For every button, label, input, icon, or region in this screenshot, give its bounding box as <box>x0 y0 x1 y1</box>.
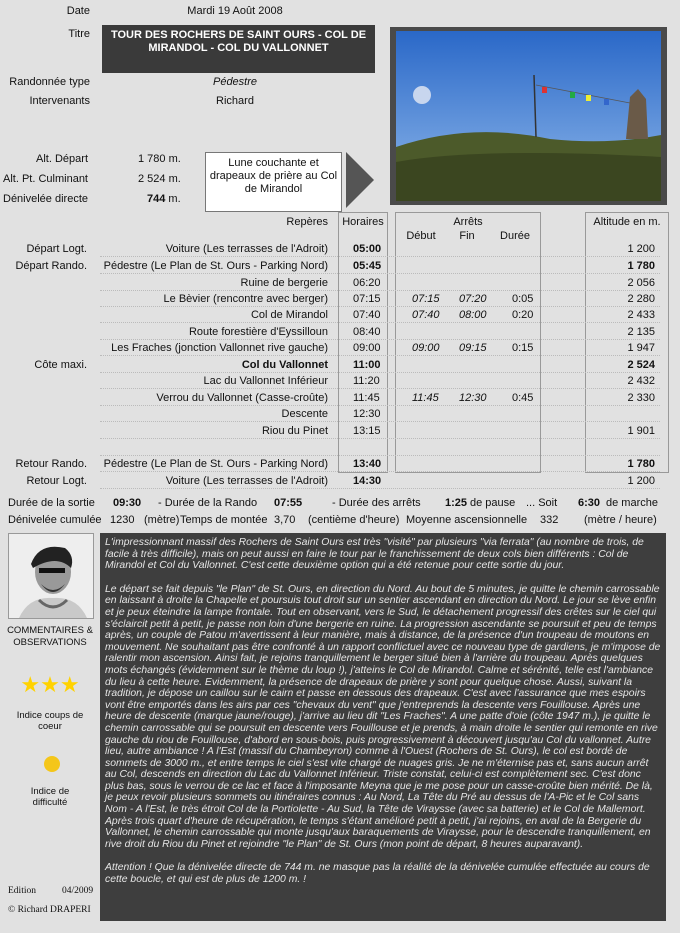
row-place: Les Fraches (jonction Vallonnet rive gauche) <box>111 342 328 354</box>
heart-rating-stars: ★★★ <box>20 672 80 697</box>
hike-title: TOUR DES ROCHERS DE SAINT OURS - COL DE MIRANDOL - COL DU VALLONNET <box>102 25 375 73</box>
col-altitude: Altitude en m. <box>593 216 661 228</box>
row-duree: 0:45 <box>512 392 534 404</box>
table-row <box>0 423 680 439</box>
table-row <box>0 473 680 489</box>
duree-rando-label: - Durée de la Rando <box>158 497 258 509</box>
table-row <box>0 440 680 456</box>
row-debut: 09:00 <box>412 342 440 354</box>
summit-photo <box>390 27 667 205</box>
temps-montee-label: Temps de montée <box>180 514 268 526</box>
date-value: Mardi 19 Août 2008 <box>187 5 283 17</box>
row-time: 07:40 <box>353 309 381 321</box>
narrative-body: Le départ se fait depuis "le Plan" de St. Ours, en direction du Nord. Au bout de 5 minutes, je quitte le chemin carrossable en laissant à droite la Chapelle et poursuis tout droit sur un sentier ascendant en direction du Nord. Le jour se lève enfin et je peux éteindre la lampe frontale. Tout en observant, vers le Sud, le détachement progressif des crêtes sur le ciel qui s'éclaircit petit à petit, je passe non loin d'une bergerie en ruine. La progression ascendante se poursuit et peu de temps après, un couple de Patou m'avertissent à leur manière, mais à distance, de la présence d'un troupeau de moutons en mouvement. Ne souhaitant pas être confronté à un rapport conflictuel avec ce nouveau type de gardiens, je m'impose de ralentir mon ascension. Ainsi fait, je rejoins tranquillement le berger situé bien à l'arrière du troupeau. Après quelques mots échangés (évidemment sur le thème du loup !), j'atteins le Col de Mirandol. Calme et sérénité, telle est l'ambiance du lieu à cette heure. Evidemment, la présence de drapeaux de prière y sont pour quelque chose. Aussi, suivant la tradition, je dépose un caillou sur le cairn et passe en dessous des drapeaux. C'est avec l'assurance que mes espoirs vont être emportés dans les airs par ces "chevaux du vent" que j'entreprends la descente vers Fouillouse. Après une heure de descente (marque jaune/rouge), j'arrive au lieu dit "Les Fraches". A une patte d'oie (côte 1947 m.), je quitte le chemin carrossable qui se poursuit en descente vers Fouillouse et je prends, à main droite le sentier qui remonte en rive gauche du riou de Fouillouse, d'abord en sous-bois, puis progressivement à découvert jusqu'au Col du vallonnet. Autre lieu, autre ambiance ! A l'Est (massif du Chambeyron) comme à l'Ouest (Rochers de St. Ours), le col est bordé de sommets de 3000 m., et entre temps le ciel s'est vite chargé de nuages gris. Je ne m'éternise pas et, sans aucun arrêt au Col, descends en direction du Lac du Vallonnet Inférieur. Triste constat, celui-ci est complètement sec. C'est donc plus bas, sous le verrou de ce lac et face à l'imposante Meyna que je me pose pour un casse-croûte bien mérité. De là, je peux revoir plusieurs sommets ou itinéraires connus : Au Nord, La Tête du Pré au dessus de l'A-Pic et le Col sans Nom - A l'Est, le très étroit Col de la Portiolette - Au Sud, la Tête de Viraysse (avec sa batterie) et le Col de Mallemort. Après trois quart d'heure de récupération, le temps s'étant amélioré petit à petit, j'ai rejoins, en aval de la Bergerie du Vallonnet, le chemin carrossable qui monte jusqu'aux baraquements de Viraysse, pour le descendre tranquillement, en rive droit du Riou du Pinet et rejoindre "le Plan" de St. Ours (mon point de départ, 8 heures auparavant). <box>105 583 661 850</box>
row-altitude: 2 524 <box>627 359 655 371</box>
table-row <box>0 357 680 373</box>
row-time: 12:30 <box>353 408 381 420</box>
row-altitude: 1 947 <box>627 342 655 354</box>
photo-caption: Lune couchante et drapeaux de prière au Col de Mirandol <box>205 152 342 212</box>
row-altitude: 1 200 <box>627 243 655 255</box>
deniv-unit: m. <box>168 193 181 205</box>
row-altitude: 2 433 <box>627 309 655 321</box>
row-time: 11:20 <box>353 375 380 387</box>
title-label: Titre <box>68 28 90 40</box>
portrait-avatar <box>9 534 93 618</box>
row-altitude: 2 280 <box>627 293 655 305</box>
table-row <box>0 406 680 422</box>
narrative-warning: Attention ! Que la dénivelée directe de 744 m. ne masque pas la réalité de la dénivelée cumulée effectuée au cours de cette boucle, et qui est de plus de 1200 m. ! <box>105 862 650 886</box>
row-altitude: 1 200 <box>627 475 655 487</box>
pause-label: de pause <box>470 497 516 509</box>
row-debut: 07:40 <box>412 309 440 321</box>
row-time: 13:40 <box>353 458 382 470</box>
row-time: 05:00 <box>353 243 382 255</box>
marche-label: de marche <box>606 497 658 509</box>
col-arrets: Arrêts <box>453 216 483 228</box>
row-place: Col de Mirandol <box>250 309 328 321</box>
photo-illustration <box>390 27 667 205</box>
row-debut: 07:15 <box>412 293 440 305</box>
row-time: 09:00 <box>353 342 381 354</box>
type-label: Randonnée type <box>9 76 90 88</box>
row-place: Le Bèvier (rencontre avec berger) <box>163 293 328 305</box>
table-row <box>0 390 680 406</box>
deniv-cum: 1230 <box>110 514 135 526</box>
duree-rando: 07:55 <box>274 497 303 509</box>
edition-value: 04/2009 <box>62 886 94 896</box>
table-row <box>0 258 680 274</box>
row-time: 06:20 <box>353 277 381 289</box>
row-altitude: 2 432 <box>627 375 655 387</box>
deniv-cum-label: Dénivelée cumulée <box>8 514 102 526</box>
row-fin: 07:20 <box>459 293 487 305</box>
moy-label: Moyenne ascensionnelle <box>406 514 528 526</box>
soit-label: ... Soit <box>526 497 558 509</box>
copyright: © Richard DRAPERI <box>8 905 91 915</box>
duree-arrets: 1:25 <box>445 497 468 509</box>
row-debut: 11:45 <box>412 392 439 404</box>
comments-label: COMMENTAIRES & OBSERVATIONS <box>7 625 93 648</box>
row-altitude: 1 780 <box>627 458 655 470</box>
alt-top-value: 2 524 m. <box>138 173 181 185</box>
row-place: Riou du Pinet <box>261 425 328 437</box>
row-label: Retour Logt. <box>26 475 87 487</box>
row-place: Voiture (Les terrasses de l'Adroit) <box>165 475 328 487</box>
author-portrait <box>8 533 94 619</box>
col-debut: Début <box>406 230 436 242</box>
row-label: Départ Rando. <box>15 260 87 272</box>
edition-label: Edition <box>8 886 36 896</box>
duree-sortie-label: Durée de la sortie <box>8 497 95 509</box>
row-label: Côte maxi. <box>34 359 87 371</box>
row-time: 14:30 <box>353 475 382 487</box>
summary-line-1 <box>8 497 678 509</box>
col-horaires: Horaires <box>342 216 384 228</box>
row-label: Départ Logt. <box>26 243 87 255</box>
row-duree: 0:05 <box>512 293 534 305</box>
row-place: Route forestière d'Eyssilloun <box>188 326 328 338</box>
row-fin: 12:30 <box>459 392 487 404</box>
row-place: Pédestre (Le Plan de St. Ours - Parking Nord) <box>103 458 328 470</box>
date-label: Date <box>66 5 90 17</box>
table-row <box>0 324 680 340</box>
row-altitude: 2 135 <box>627 326 655 338</box>
col-fin: Fin <box>459 230 475 242</box>
row-time: 11:45 <box>353 392 380 404</box>
row-place: Col du Vallonnet <box>241 359 328 371</box>
col-duree: Durée <box>500 230 530 242</box>
row-duree: 0:15 <box>512 342 534 354</box>
row-place: Voiture (Les terrasses de l'Adroit) <box>165 243 328 255</box>
table-row <box>0 241 680 257</box>
alt-depart-label: Alt. Départ <box>36 153 88 165</box>
row-place: Lac du Vallonnet Inférieur <box>203 375 328 387</box>
type-value: Pédestre <box>212 76 258 88</box>
people-label: Intervenants <box>29 95 90 107</box>
temps-montee: 3,70 <box>274 514 296 526</box>
alt-depart-value: 1 780 m. <box>138 153 181 165</box>
summary-line-2 <box>8 514 678 526</box>
row-altitude: 1 780 <box>627 260 655 272</box>
deniv-cum-unit: (mètre) <box>144 514 180 526</box>
row-fin: 09:15 <box>459 342 487 354</box>
row-altitude: 1 901 <box>627 425 655 437</box>
row-fin: 08:00 <box>459 309 487 321</box>
coeur-label: Indice coups de coeur <box>16 710 84 732</box>
row-time: 07:15 <box>353 293 381 305</box>
deniv-label: Dénivelée directe <box>3 193 88 205</box>
table-row <box>0 275 680 291</box>
marche-value: 6:30 <box>578 497 601 509</box>
col-reperes: Repères <box>286 216 328 228</box>
row-time: 13:15 <box>353 425 381 437</box>
temps-montee-unit: (centième d'heure) <box>308 514 400 526</box>
row-place: Verrou du Vallonnet (Casse-croûte) <box>156 392 328 404</box>
row-time: 11:00 <box>353 359 381 371</box>
people-value: Richard <box>216 95 254 107</box>
alt-top-label: Alt. Pt. Culminant <box>3 173 88 185</box>
row-label: Retour Rando. <box>15 458 87 470</box>
table-row <box>0 340 680 356</box>
table-row <box>0 373 680 389</box>
row-time: 08:40 <box>353 326 381 338</box>
deniv-value: 744 <box>147 193 166 205</box>
row-place: Descente <box>281 408 328 420</box>
row-altitude: 2 056 <box>627 277 655 289</box>
row-altitude: 2 330 <box>627 392 655 404</box>
duree-sortie: 09:30 <box>113 497 142 509</box>
row-duree: 0:20 <box>512 309 534 321</box>
table-row <box>0 456 680 472</box>
moy-value: 332 <box>540 514 559 526</box>
row-place: Pédestre (Le Plan de St. Ours - Parking Nord) <box>103 260 328 272</box>
narrative-panel <box>100 533 666 921</box>
moy-unit: (mètre / heure) <box>584 514 657 526</box>
arrow-right-icon <box>346 152 376 208</box>
row-place: Ruine de bergerie <box>240 277 328 289</box>
difficulty-dot-icon <box>44 756 60 772</box>
diff-label: Indice de difficulté <box>30 786 70 808</box>
table-row <box>0 307 680 323</box>
table-row <box>0 291 680 307</box>
row-time: 05:45 <box>353 260 382 272</box>
duree-arrets-label: - Durée des arrêts <box>332 497 421 509</box>
narrative-intro: L'impressionnant massif des Rochers de Saint Ours est très "visité" par plusieurs "via ferrata" (au nombre de trois, de facile à très difficile), mais on peut aussi en faire le tour par le franchissement de deux cols bien différents : Col de Mirandol et Col du Vallonnet. C'est cette deuxième option qui a été retenue pour cette sortie du jour. <box>105 537 644 572</box>
